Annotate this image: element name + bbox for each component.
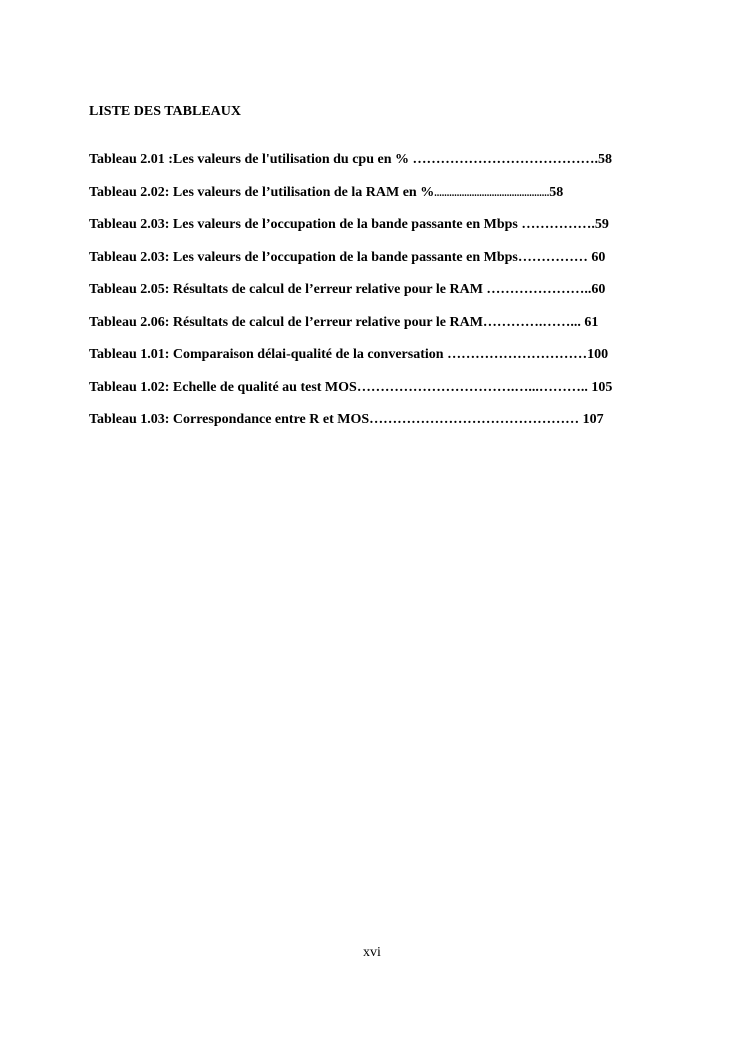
page-number: xvi [363,945,381,960]
entry-page: 61 [584,314,599,330]
list-item [89,151,669,184]
entry-label: Tableau 1.03: Correspondance entre R et MOS [89,412,370,427]
entry-leader: …………… [517,249,592,265]
list-item [89,379,669,412]
entry-page: 60 [591,249,606,265]
entry-label: Tableau 2.03: Les valeurs de l’occupation de la bande passante en Mbps [89,217,522,232]
list-item [89,411,669,444]
entry-leader: ……………. [521,217,595,232]
entry-label: Tableau 1.01: Comparaison délai-qualité de la conversation [89,347,448,362]
list-item [89,314,669,347]
entry-label: Tableau 2.02: Les valeurs de l’utilisation de la RAM en % [89,184,435,200]
entry-page: 105 [591,379,613,395]
entry-label: Tableau 2.06: Résultats de calcul de l’erreur relative pour le RAM [89,314,483,330]
entry-leader: …………………………………. [412,152,598,167]
table-list [89,151,669,444]
entry-page: 100 [587,347,609,362]
entry-leader: ……………………………………… [369,412,583,427]
list-item [89,216,669,249]
page-title: LISTE DES TABLEAUX [89,104,241,119]
entry-label: Tableau 2.01 :Les valeurs de l'utilisation du cpu en % [89,152,413,167]
list-item [89,184,669,217]
entry-label: Tableau 1.02: Echelle de qualité au test MOS [89,379,357,395]
entry-label: Tableau 2.03: Les valeurs de l’occupation de la bande passante en Mbps [89,249,518,265]
entry-label: Tableau 2.05: Résultats de calcul de l’erreur relative pour le RAM [89,282,487,297]
list-item [89,346,669,379]
list-item [89,281,669,314]
entry-page: 60 [591,282,606,297]
entry-page: 59 [594,217,609,232]
entry-page: 107 [582,412,604,427]
entry-leader: .............................................. [434,187,550,199]
entry-leader: …………………………….…...……….. [356,379,592,395]
entry-leader: ………………………… [447,347,588,362]
list-item [89,249,669,282]
entry-page: 58 [549,184,564,200]
entry-leader: ………….……... [482,314,585,330]
entry-page: 58 [597,152,612,167]
entry-leader: ………………….. [486,282,592,297]
